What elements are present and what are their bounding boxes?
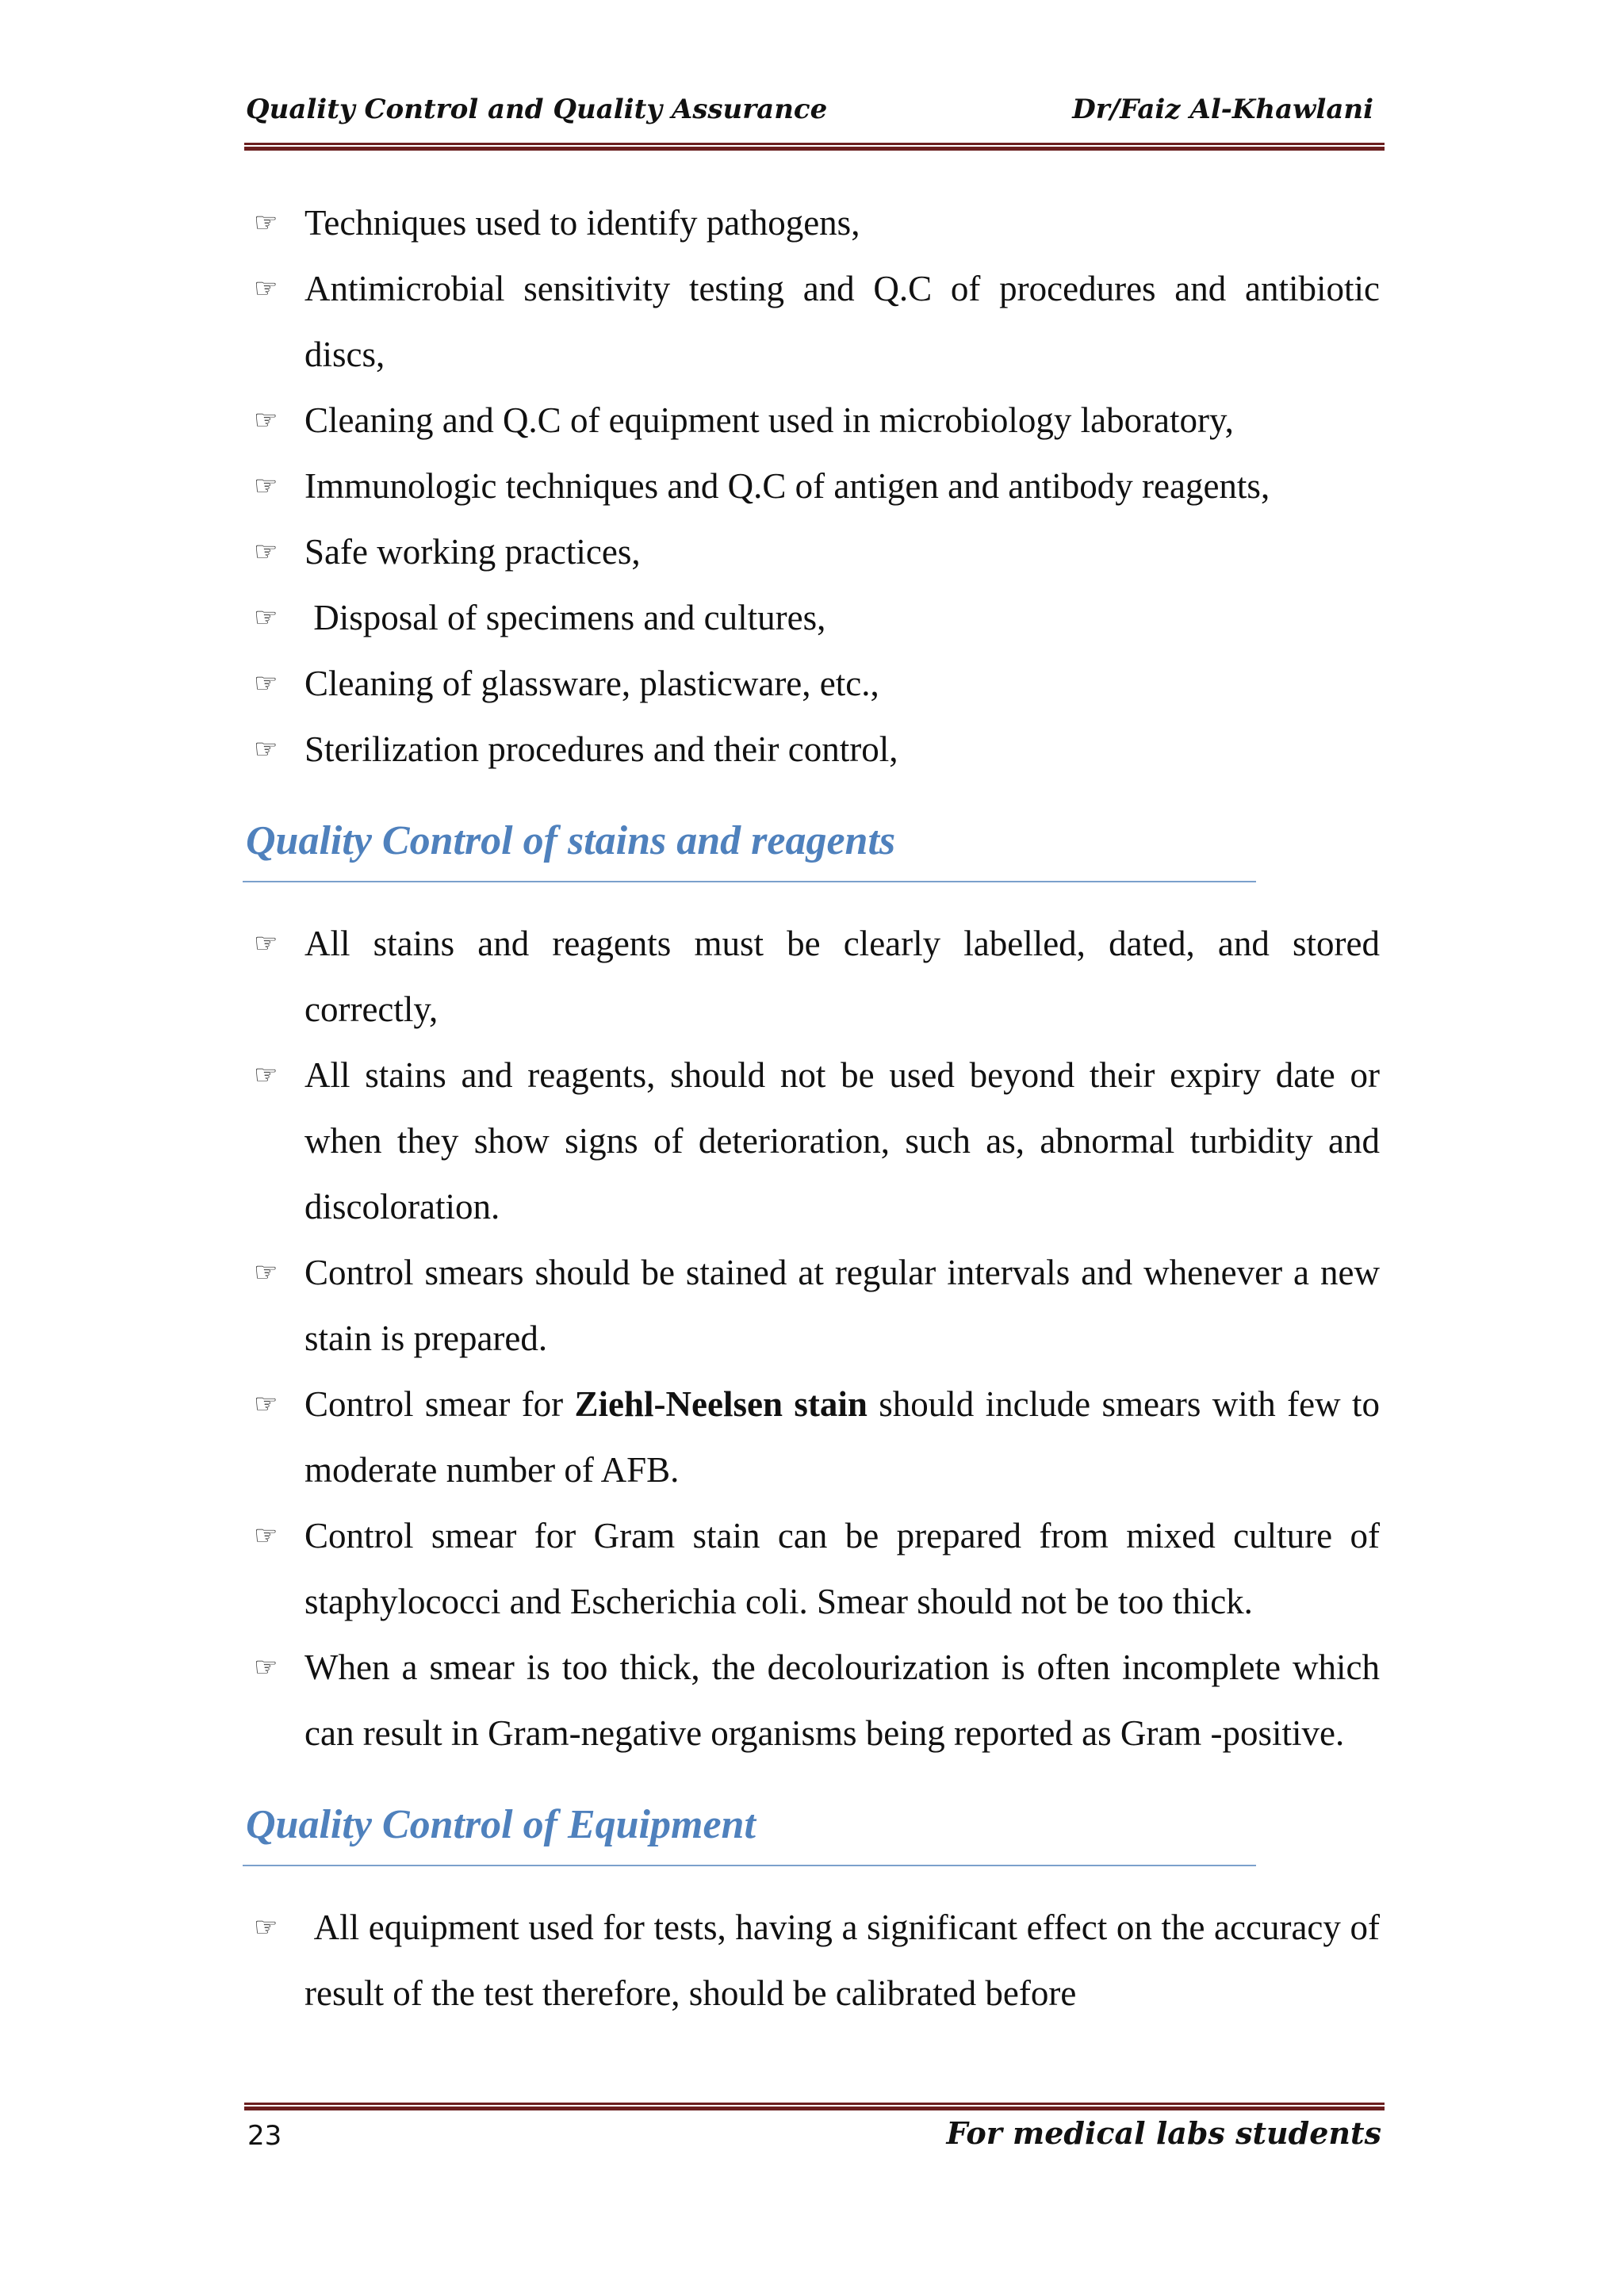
page-header <box>244 94 1383 141</box>
list-item: ☞ When a smear is too thick, the decolourization is often incomplete which can result in Gram-negative organisms being reported as Gram -positive. <box>254 1635 1380 1766</box>
pointing-hand-icon: ☞ <box>254 536 278 568</box>
page-body <box>246 190 1389 2026</box>
section-underline <box>243 1865 1256 1866</box>
footer-audience: For medical labs students <box>946 2115 1381 2151</box>
list-item: ☞ Disposal of specimens and cultures, <box>254 585 1380 651</box>
list-item: ☞ Immunologic techniques and Q.C of antigen and antibody reagents, <box>254 453 1380 519</box>
list-item: ☞ Techniques used to identify pathogens, <box>254 190 1380 256</box>
pointing-hand-icon: ☞ <box>254 928 278 959</box>
footer-divider <box>244 2103 1385 2110</box>
pointing-hand-icon: ☞ <box>254 470 278 502</box>
bold-term: Ziehl-Neelsen stain <box>574 1384 868 1424</box>
pointing-hand-icon: ☞ <box>254 733 278 765</box>
page-number: 23 <box>247 2120 282 2152</box>
section-equipment <box>246 1781 1389 2026</box>
list-item: ☞ All equipment used for tests, having a significant effect on the accuracy of result of the test therefore, should be calibrated before <box>254 1895 1380 2026</box>
section-stains <box>246 797 1389 1766</box>
header-author: Dr/Faiz Al-Khawlani <box>1072 94 1373 125</box>
section-heading: Quality Control of stains and reagents <box>246 818 896 863</box>
list-item: ☞ Control smear for Gram stain can be prepared from mixed culture of staphylococci and Escherichia coli. Smear should not be too thick. <box>254 1503 1380 1635</box>
list-item: ☞ Control smears should be stained at regular intervals and whenever a new stain is prepared. <box>254 1240 1380 1372</box>
list-item: ☞ Cleaning of glassware, plasticware, etc., <box>254 651 1380 717</box>
pointing-hand-icon: ☞ <box>254 1388 278 1420</box>
header-title: Quality Control and Quality Assurance <box>246 94 828 125</box>
pointing-hand-icon: ☞ <box>254 602 278 633</box>
header-divider <box>244 143 1385 151</box>
list-item: ☞ Control smear for Ziehl-Neelsen stain should include smears with few to moderate number of AFB. <box>254 1372 1380 1503</box>
list-item: ☞ Safe working practices, <box>254 519 1380 585</box>
section-underline <box>243 881 1256 882</box>
pointing-hand-icon: ☞ <box>254 1911 278 1943</box>
pointing-hand-icon: ☞ <box>254 1257 278 1288</box>
pointing-hand-icon: ☞ <box>254 1520 278 1552</box>
pointing-hand-icon: ☞ <box>254 1651 278 1683</box>
list-item: ☞ All stains and reagents, should not be used beyond their expiry date or when they show signs of deterioration, such as, abnormal turbidity and discoloration. <box>254 1043 1380 1240</box>
pointing-hand-icon: ☞ <box>254 404 278 436</box>
list-item: ☞ Antimicrobial sensitivity testing and Q.C of procedures and antibiotic discs, <box>254 256 1380 388</box>
intro-list <box>254 190 1380 783</box>
pointing-hand-icon: ☞ <box>254 207 278 239</box>
list-item: ☞ Cleaning and Q.C of equipment used in microbiology laboratory, <box>254 388 1380 453</box>
list-item: ☞ Sterilization procedures and their control, <box>254 717 1380 783</box>
pointing-hand-icon: ☞ <box>254 1059 278 1091</box>
pointing-hand-icon: ☞ <box>254 668 278 699</box>
list-item: ☞ All stains and reagents must be clearly labelled, dated, and stored correctly, <box>254 911 1380 1043</box>
pointing-hand-icon: ☞ <box>254 273 278 304</box>
section-heading: Quality Control of Equipment <box>246 1802 756 1847</box>
